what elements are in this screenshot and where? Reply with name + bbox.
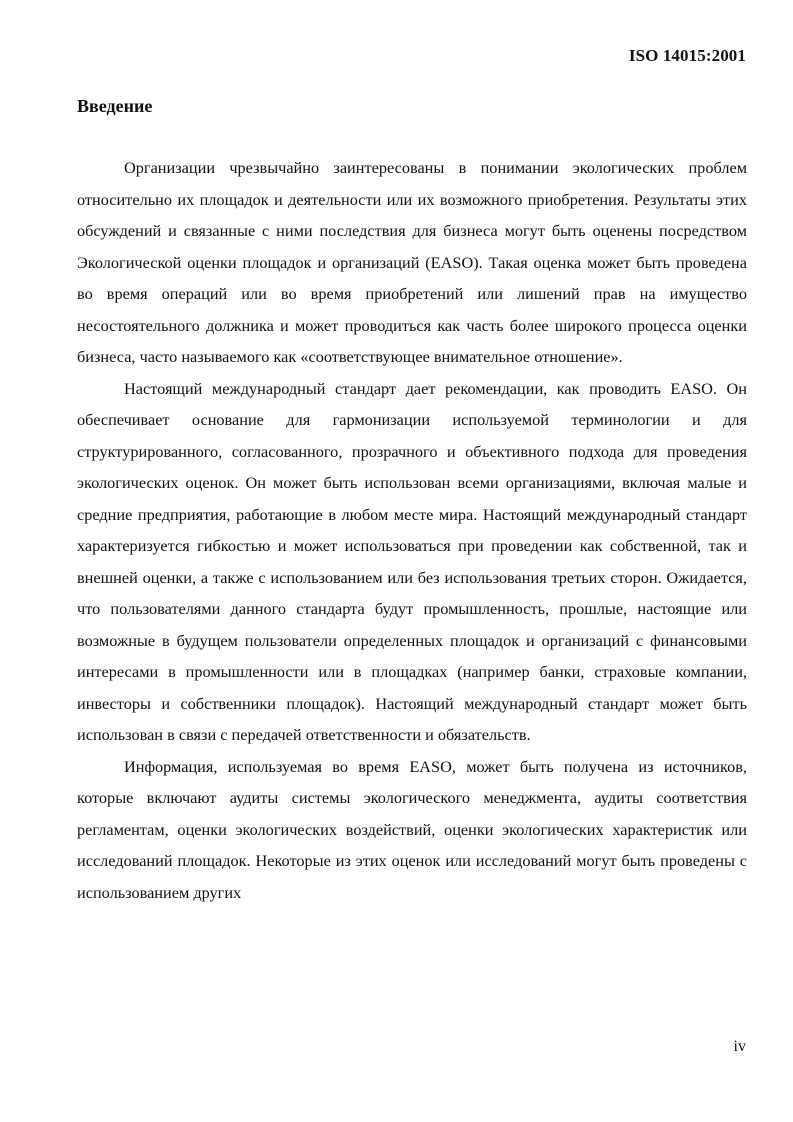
- body-text: [77, 152, 747, 908]
- document-id: ISO 14015:2001: [628, 46, 746, 65]
- paragraph-3: Информация, используемая во время EASO, может быть получена из источников, которые включают аудиты системы экологического менеджмента, аудиты соответствия регламентам, оценки экологических воздействий, оценки экологических характеристик или исследований площадок. Некоторые из этих оценок или исследований могут быть проведены с использованием других: [77, 756, 747, 902]
- paragraph-2: Настоящий международный стандарт дает рекомендации, как проводить EASO. Он обеспечивает основание для гармонизации используемой терминологии и для структурированного, согласованного, прозрачного и объективного подхода для проведения экологических оценок. Он может быть использован всеми организациями, включая малые и средние предприятия, работающие в любом месте мира. Настоящий международный стандарт характеризуется гибкостью и может использоваться при проведении как собственной, так и внешней оценки, а также с использованием или без использования третьих сторон. Ожидается, что пользователями данного стандарта будут промышленность, прошлые, настоящие или возможные в будущем пользователи определенных площадок и организаций с финансовыми интересами в промышленности или в площадках (например банки, страховые компании, инвесторы и собственники площадок). Настоящий международный стандарт может быть использован в связи с передачей ответственности и обязательств.: [77, 378, 747, 744]
- section-title: Введение: [77, 96, 153, 116]
- paragraph-1: Организации чрезвычайно заинтересованы в понимании экологических проблем относительно их площадок и деятельности или их возможного приобретения. Результаты этих обсуждений и связанные с ними последствия для бизнеса могут быть оценены посредством Экологической оценки площадок и организаций (EASO). Такая оценка может быть проведена во время операций или во время приобретений или лишений прав на имущество несостоятельного должника и может проводиться как часть более широкого процесса оценки бизнеса, часто называемого как «соответствующее внимательное отношение».: [77, 158, 747, 366]
- page-number: iv: [733, 1038, 746, 1055]
